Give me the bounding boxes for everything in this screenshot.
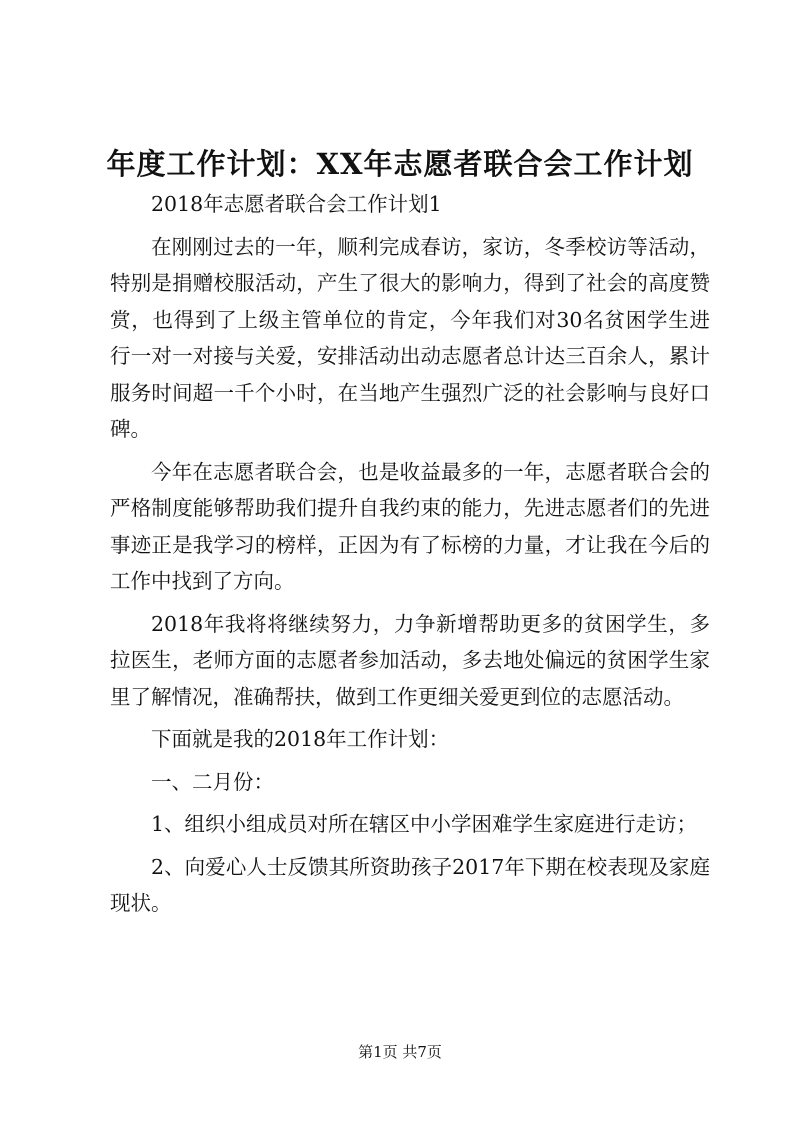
page-footer: 第1页 共7页: [358, 1043, 442, 1061]
paragraph-5: 一、二月份：: [151, 769, 274, 794]
paragraph-7: 2、向爱心人士反馈其所资助孩子2017年下期在校表现及家庭现状。: [110, 854, 710, 915]
paragraph-4: 下面就是我的2018年工作计划：: [151, 727, 450, 751]
paragraph-6: 1、组织小组成员对所在辖区中小学困难学生家庭进行走访；: [151, 812, 698, 836]
paragraph-1: 在刚刚过去的一年，顺利完成春访，家访，冬季校访等活动，特别是捐赠校服活动，产生了很大的影响力，得到了社会的高度赞赏，也得到了上级主管单位的肯定，今年我们对30名贫困学生进行一对一对接与关爱，安排活动出动志愿者总计达三百余人，累计服务时间超一千个小时，在当地产生强烈广泛的社会影响与良好口碑。: [110, 234, 710, 441]
document-subtitle: 2018年志愿者联合会工作计划1: [151, 192, 442, 216]
document-body: [110, 186, 710, 922]
paragraph-2: 今年在志愿者联合会，也是收益最多的一年，志愿者联合会的严格制度能够帮助我们提升自我约束的能力，先进志愿者们的先进事迹正是我学习的榜样，正因为有了标榜的力量，才让我在今后的工作中找到了方向。: [110, 459, 710, 593]
paragraph-3: 2018年我将将继续努力，力争新增帮助更多的贫困学生，多拉医生，老师方面的志愿者参加活动，多去地处偏远的贫困学生家里了解情况，准确帮扶，做到工作更细关爱更到位的志愿活动。: [110, 611, 710, 709]
document-title: 年度工作计划：XX年志愿者联合会工作计划: [106, 147, 694, 181]
